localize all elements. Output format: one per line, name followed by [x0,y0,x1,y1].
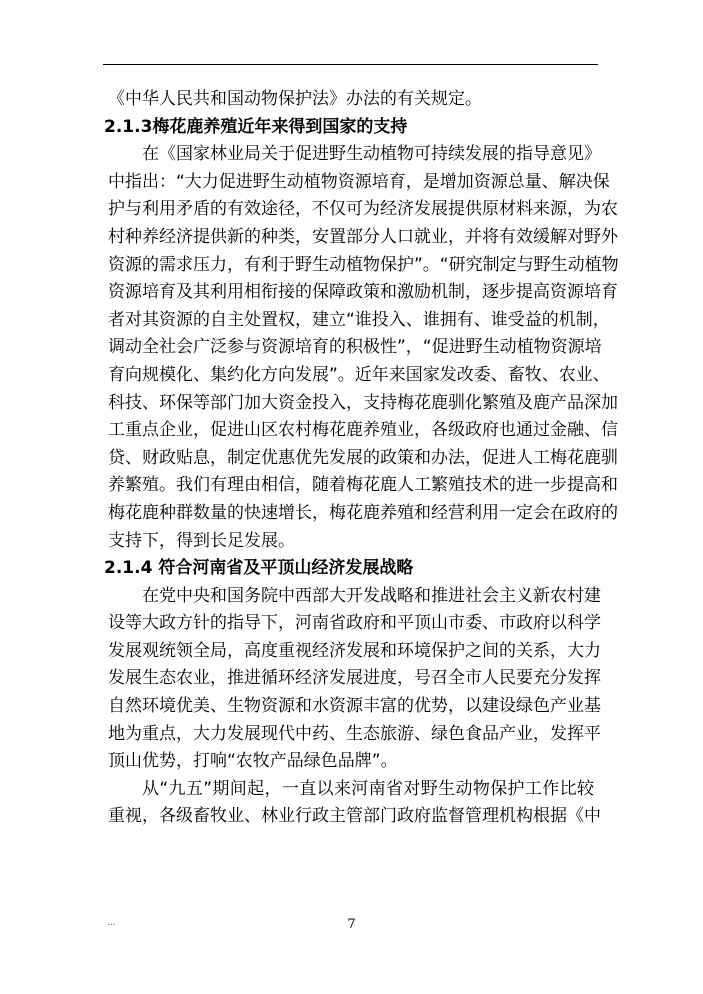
body-line: 调动全社会广泛参与资源培育的积极性”，“促进野生动植物资源培 [108,337,602,358]
page-number: 7 [347,917,356,932]
body-line: 设等大政方针的指导下，河南省政府和平顶山市委、市政府以科学 [108,613,601,634]
header-rule [103,64,598,65]
body-line: 梅花鹿种群数量的快速增长，梅花鹿养殖和经营利用一定会在政府的 [108,502,618,523]
body-line: 科技、环保等部门加大资金投入，支持梅花鹿驯化繁殖及鹿产品深加 [108,392,618,413]
body-line: 中指出：“大力促进野生动植物资源培育，是增加资源总量、解决保 [108,171,610,192]
body-line: 顶山优势，打响“农牧产品绿色品牌”。 [108,751,398,772]
body-line: 支持下，得到长足发展。 [108,530,295,551]
body-text [104,86,619,831]
body-line: 护与利用矛盾的有效途径，不仅可为经济发展提供原材料来源，为农 [108,199,618,220]
body-line: 在党中央和国务院中西部大开发战略和推进社会主义新农村建 [142,585,601,606]
section-heading-2-1-3: 2.1.3梅花鹿养殖近年来得到国家的支持 [104,116,408,137]
body-line: 《中华人民共和国动物保护法》办法的有关规定。 [108,89,482,109]
body-line: 重视，各级畜牧业、林业行政主管部门政府监督管理机构根据《中 [108,806,601,827]
body-line: 从“九五”期间起，一直以来河南省对野生动物保护工作比较 [142,778,594,799]
body-line: 发展生态农业，推进循环经济发展进度，号召全市人民要充分发挥 [108,668,601,689]
body-line: 资源培育及其利用相衔接的保障政策和激励机制，逐步提高资源培育 [108,282,618,303]
body-line: 发展观统领全局，高度重视经济发展和环境保护之间的关系，大力 [108,640,601,661]
body-line: 养繁殖。我们有理由相信，随着梅花鹿人工繁殖技术的进一步提高和 [108,475,618,496]
body-line: 地为重点，大力发展现代中药、生态旅游、绿色食品产业，发挥平 [108,723,601,744]
body-line: 村种养经济提供新的种类，安置部分人口就业，并将有效缓解对野外 [108,226,618,247]
body-line: 资源的需求压力，有利于野生动植物保护”。“研究制定与野生动植物 [108,254,619,275]
body-line: 在《国家林业局关于促进野生动植物可持续发展的指导意见》 [142,144,601,165]
body-line: 育向规模化、集约化方向发展”。近年来国家发改委、畜牧、农业、 [108,364,610,385]
body-line: 自然环境优美、生物资源和水资源丰富的优势，以建设绿色产业基 [108,696,601,717]
section-heading-2-1-4: 2.1.4 符合河南省及平顶山经济发展战略 [104,558,414,579]
footer-mark: ... [107,918,116,928]
body-line: 贷、财政贴息，制定优惠优先发展的政策和办法，促进人工梅花鹿驯 [108,447,618,468]
body-line: 者对其资源的自主处置权，建立“谁投入、谁拥有、谁受益的机制， [108,309,610,330]
body-line: 工重点企业，促进山区农村梅花鹿养殖业，各级政府也通过金融、信 [108,420,618,441]
